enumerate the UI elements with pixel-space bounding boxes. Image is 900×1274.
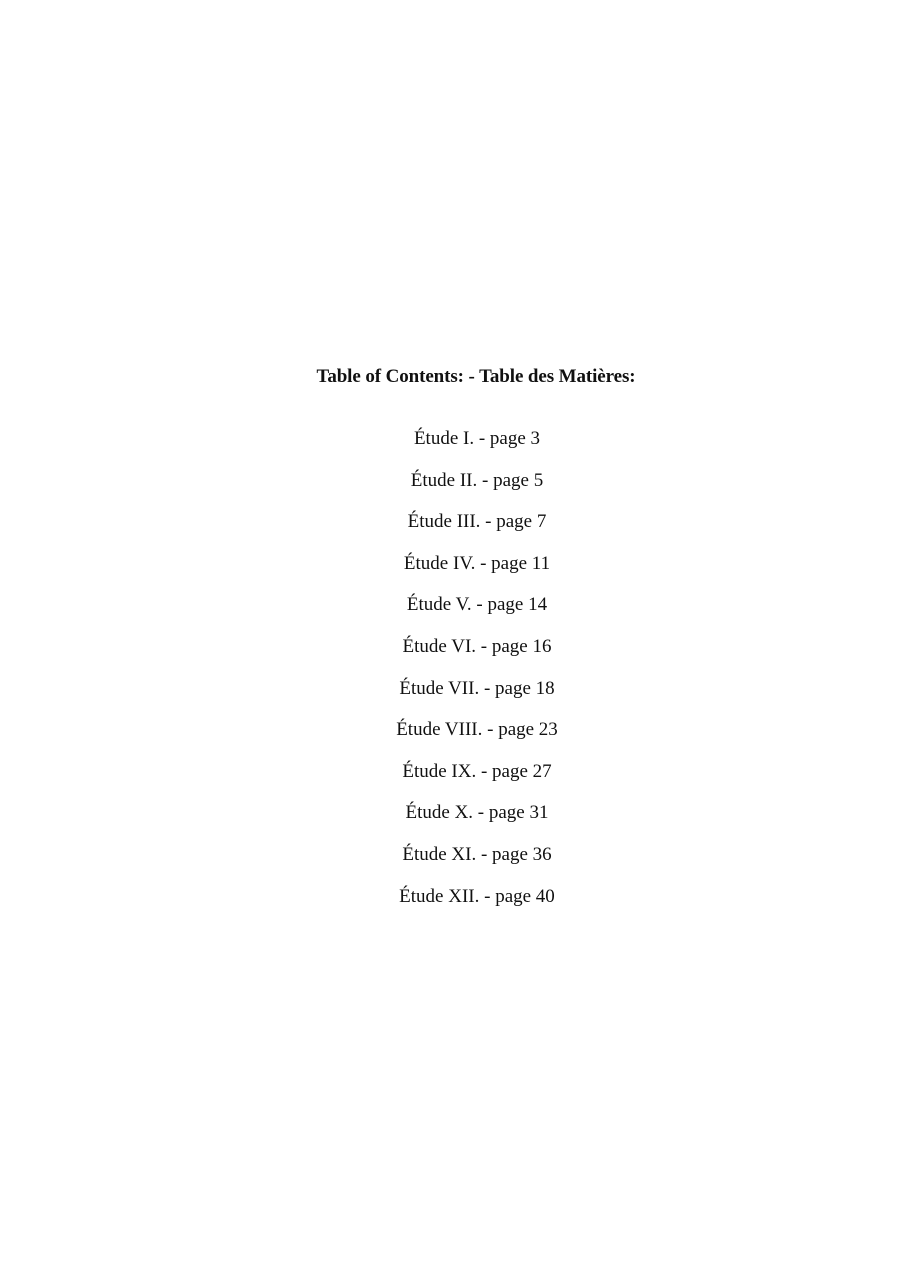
toc-entry-4: Étude IV. - page 11 xyxy=(403,552,551,574)
toc-entry-5: Étude V. - page 14 xyxy=(406,594,548,616)
toc-entry-6: Étude VI. - page 16 xyxy=(402,635,552,657)
toc-entry-8: Étude VIII. - page 23 xyxy=(396,719,558,741)
toc-entry-10: Étude X. - page 31 xyxy=(405,802,549,824)
toc-title: Table of Contents: - Table des Matières: xyxy=(316,366,636,387)
toc-entry-11: Étude XI. - page 36 xyxy=(402,843,552,865)
toc-entry-3: Étude III. - page 7 xyxy=(407,511,547,533)
toc-list xyxy=(0,426,900,925)
toc-entry-9: Étude IX. - page 27 xyxy=(402,760,552,782)
toc-entry-12: Étude XII. - page 40 xyxy=(399,885,555,907)
toc-entry-7: Étude VII. - page 18 xyxy=(399,677,555,699)
toc-entry-2: Étude II. - page 5 xyxy=(410,469,544,491)
toc-entry-1: Étude I. - page 3 xyxy=(413,428,541,449)
